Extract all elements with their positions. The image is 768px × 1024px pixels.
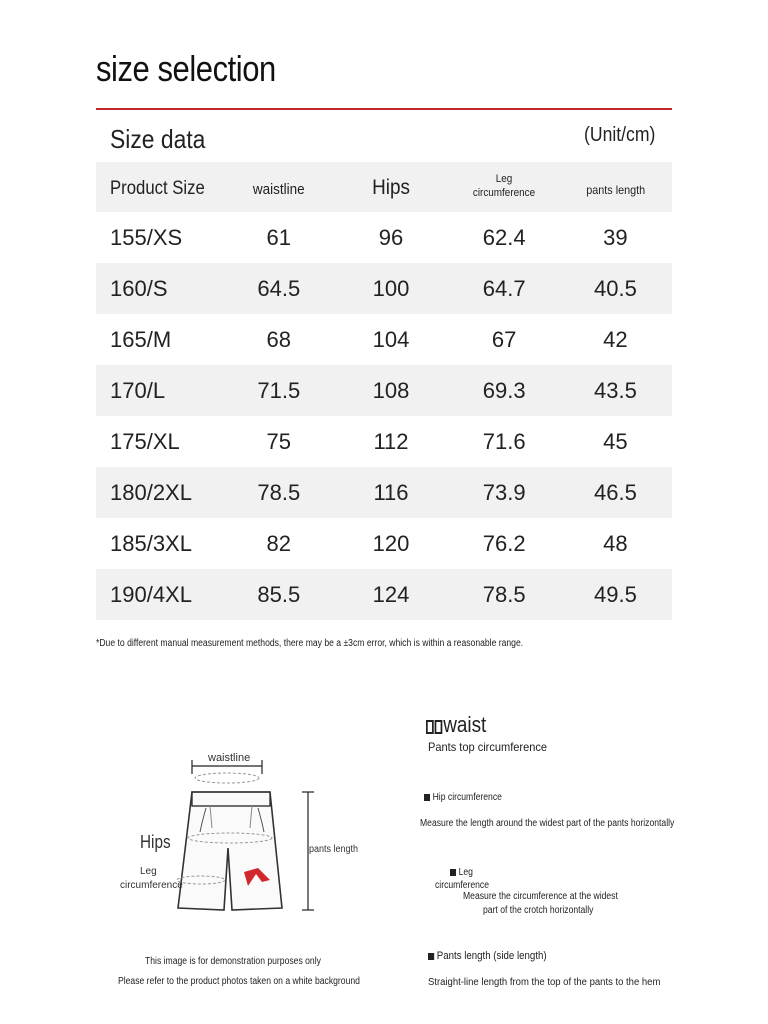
table-cell: 48 (603, 530, 628, 556)
legend-waist-title: waist (426, 712, 486, 738)
table-cell: 104 (372, 326, 410, 352)
table-cell: 71.5 (257, 377, 301, 403)
legend-leg-title-2: circumference (435, 880, 490, 891)
table-cell: 78.5 (257, 479, 301, 505)
header-product-size: Product Size (110, 178, 205, 199)
legend-leg-desc-1: Measure the circumference at the widest (463, 891, 618, 902)
table-cell: 62.4 (482, 224, 526, 250)
size-data-heading: Size data (110, 124, 206, 154)
title-divider (96, 108, 672, 110)
table-body (96, 212, 672, 620)
table-cell: 61 (266, 224, 292, 250)
table-cell: 78.5 (482, 581, 526, 607)
size-table (96, 162, 672, 620)
table-cell: 96 (378, 224, 404, 250)
diagram-caption-2: Please refer to the product photos taken on a white background (118, 976, 360, 987)
table-row (96, 416, 672, 467)
table-cell: 45 (603, 428, 628, 454)
table-cell: 112 (373, 428, 409, 454)
unit-label: (Unit/cm) (584, 124, 656, 146)
table-row (96, 365, 672, 416)
measurement-note: *Due to different manual measurement methods, there may be a ±3cm error, which is within a reasonable range. (96, 638, 524, 649)
table-cell: 175/XL (110, 428, 180, 454)
table-cell: 76.2 (482, 530, 526, 556)
diagram-waistline-label: waistline (208, 752, 251, 764)
table-cell: 43.5 (593, 377, 637, 403)
diagram-hips-label: Hips (140, 832, 171, 852)
table-cell: 85.5 (257, 581, 301, 607)
header-pants-length: pants length (585, 183, 645, 197)
table-cell: 120 (372, 530, 410, 556)
table-row (96, 212, 672, 263)
shorts-diagram (110, 740, 370, 940)
marker-icon (450, 869, 456, 876)
table-cell: 46.5 (593, 479, 637, 505)
legend-length-title: Pants length (side length) (428, 950, 547, 962)
table-cell: 170/L (110, 377, 166, 403)
marker-icon (426, 720, 434, 734)
page-title: size selection (96, 48, 276, 89)
table-cell: 165/M (110, 326, 172, 352)
header-leg-circumference: Leg circumference (473, 173, 536, 199)
table-row (96, 263, 672, 314)
legend-hip-desc: Measure the length around the widest part of the pants horizontally (420, 818, 675, 829)
table-cell: 180/2XL (110, 479, 192, 505)
diagram-leg-label-2: circumference (120, 880, 183, 891)
marker-icon (428, 953, 434, 960)
table-cell: 190/4XL (110, 581, 192, 607)
marker-icon (435, 720, 443, 734)
table-header-row (96, 162, 672, 212)
table-cell: 73.9 (482, 479, 526, 505)
table-cell: 67 (491, 326, 517, 352)
table-row (96, 467, 672, 518)
legend-length-desc: Straight-line length from the top of the pants to the hem (428, 977, 661, 988)
table-cell: 100 (372, 275, 410, 301)
table-cell: 185/3XL (110, 530, 192, 556)
diagram-caption-1: This image is for demonstration purposes only (145, 956, 321, 967)
table-cell: 155/XS (110, 224, 183, 250)
header-waistline: waistline (252, 181, 305, 198)
table-cell: 124 (372, 581, 410, 607)
header-hips: Hips (372, 176, 410, 199)
legend-hip-title: Hip circumference (424, 792, 502, 803)
table-cell: 64.5 (257, 275, 301, 301)
table-cell: 108 (372, 377, 410, 403)
table-cell: 68 (266, 326, 292, 352)
legend-waist-desc: Pants top circumference (428, 740, 548, 754)
table-cell: 49.5 (593, 581, 637, 607)
table-cell: 116 (373, 479, 409, 505)
table-cell: 75 (266, 428, 292, 454)
table-cell: 82 (266, 530, 292, 556)
table-cell: 71.6 (482, 428, 526, 454)
table-cell: 64.7 (482, 275, 526, 301)
diagram-leg-label-1: Leg (140, 866, 157, 877)
table-cell: 39 (603, 224, 628, 250)
table-row (96, 569, 672, 620)
legend-leg-title-1: Leg (450, 867, 473, 878)
marker-icon (424, 794, 430, 801)
legend-leg-desc-2: part of the crotch horizontally (483, 905, 594, 916)
table-cell: 40.5 (593, 275, 637, 301)
table-row (96, 314, 672, 365)
diagram-pants-length-label: pants length (309, 844, 359, 855)
table-cell: 69.3 (482, 377, 526, 403)
table-cell: 42 (603, 326, 628, 352)
table-cell: 160/S (110, 275, 168, 301)
table-row (96, 518, 672, 569)
